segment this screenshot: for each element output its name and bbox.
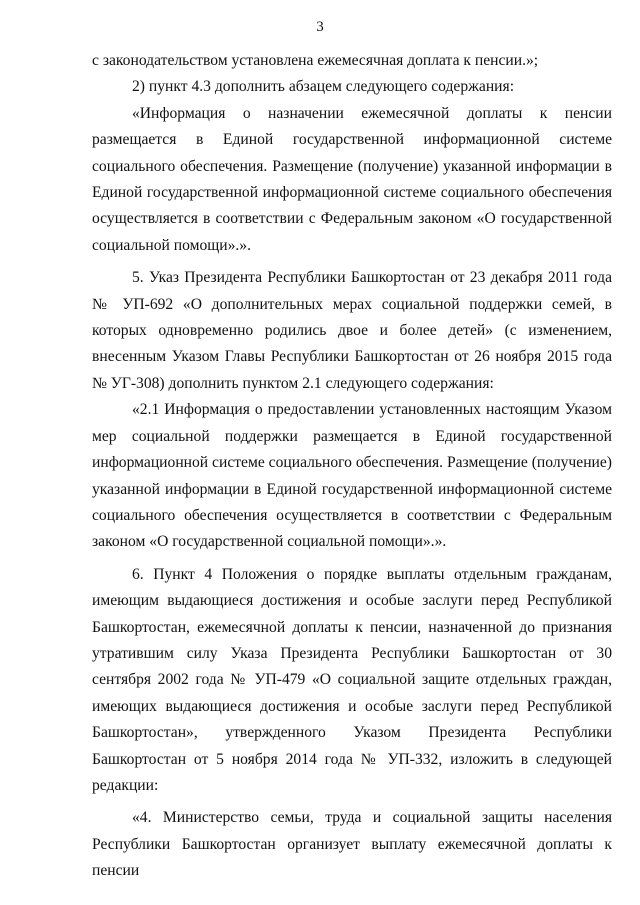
paragraph-quoted-item-4: «4. Министерство семьи, труда и социальной защиты населения Республики Башкортостан организует выплату ежемесячной доплаты к пенсии [92, 809, 612, 880]
document-body [92, 48, 612, 885]
paragraph-item-5: 5. Указ Президента Республики Башкортостан от 23 декабря 2011 года № УП-692 «О дополнительных мерах социальной поддержки семей, в которых одновременно родились двое и более детей» (с изменением, внесенным Указом Главы Республики Башкортостан от 26 ноября 2015 года № УГ-308) дополнить пунктом 2.1 следующего содержания: [92, 269, 612, 392]
paragraph-continuation: с законодательством установлена ежемесячная доплата к пенсии.»; [92, 52, 539, 69]
paragraph-quoted-item-2-1: «2.1 Информация о предоставлении установленных настоящим Указом мер социальной поддержки размещается в Единой государственной информационной системе социального обеспечения. Размещение (получение) указанной информации в Единой государственной информационной системе социального обеспечения осуществляется в соответствии с Федеральным законом «О государственной социальной помощи».». [92, 401, 612, 551]
paragraph-quoted-amendment-4-3: «Информация о назначении ежемесячной доплаты к пенсии размещается в Единой государственной информационной системе социального обеспечения. Размещение (получение) указанной информации в Единой государственной информационной системе социального обеспечения осуществляется в соответствии с Федеральным законом «О государственной социальной помощи».». [92, 104, 612, 254]
page-number: 3 [316, 19, 324, 35]
paragraph-item-6: 6. Пункт 4 Положения о порядке выплаты отдельным гражданам, имеющим выдающиеся достижения и особые заслуги перед Республикой Башкортостан, ежемесячной доплаты к пенсии, назначенной до признания утратившим силу Указа Президента Республики Башкортостан от 30 сентября 2002 года № УП-479 «О социальной защите отдельных граждан, имеющих выдающиеся достижения и особые заслуги перед Республикой Башкортостан», утвержденного Указом Президента Республики Башкортостан от 5 ноября 2014 года № УП-332, изложить в следующей редакции: [92, 565, 612, 794]
paragraph-item-2: 2) пункт 4.3 дополнить абзацем следующего содержания: [132, 78, 515, 96]
